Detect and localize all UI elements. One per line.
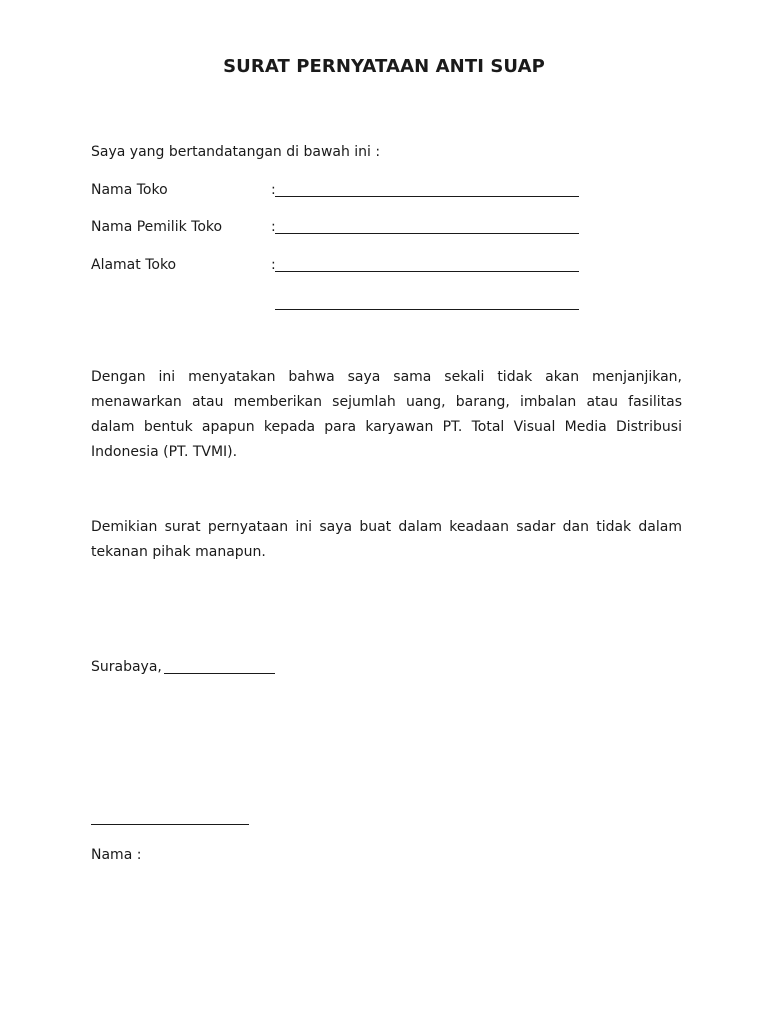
nama-toko-blank-line[interactable]	[275, 196, 579, 197]
intro-text: Saya yang bertandatangan di bawah ini :	[91, 144, 381, 160]
field-colon: :	[271, 219, 276, 235]
nama-pemilik-toko-blank-line[interactable]	[275, 233, 579, 234]
field-colon: :	[271, 182, 276, 198]
name-label: Nama :	[91, 847, 142, 863]
closing-paragraph: Demikian surat pernyataan ini saya buat dalam keadaan sadar dan tidak dalam tekanan pihak manapun.	[91, 519, 682, 560]
field-label-nama-pemilik-toko: Nama Pemilik Toko	[91, 219, 223, 235]
document-title: SURAT PERNYATAAN ANTI SUAP	[223, 56, 545, 77]
statement-paragraph: Dengan ini menyatakan bahwa saya sama sekali tidak akan menjanjikan, menawarkan atau memberikan sejumlah uang, barang, imbalan atau fasilitas dalam bentuk apapun kepada para karyawan PT. Total Visual Media Distribusi Indonesia (PT. TVMI).	[91, 369, 682, 460]
field-colon: :	[271, 257, 276, 273]
field-label-alamat-toko: Alamat Toko	[91, 257, 177, 273]
signature-line[interactable]	[91, 824, 249, 825]
place-label: Surabaya,	[91, 659, 162, 675]
field-label-nama-toko: Nama Toko	[91, 182, 168, 198]
alamat-toko-blank-line[interactable]	[275, 271, 579, 272]
alamat-toko-blank-line-2[interactable]	[275, 309, 579, 310]
date-blank-line[interactable]	[164, 673, 275, 674]
